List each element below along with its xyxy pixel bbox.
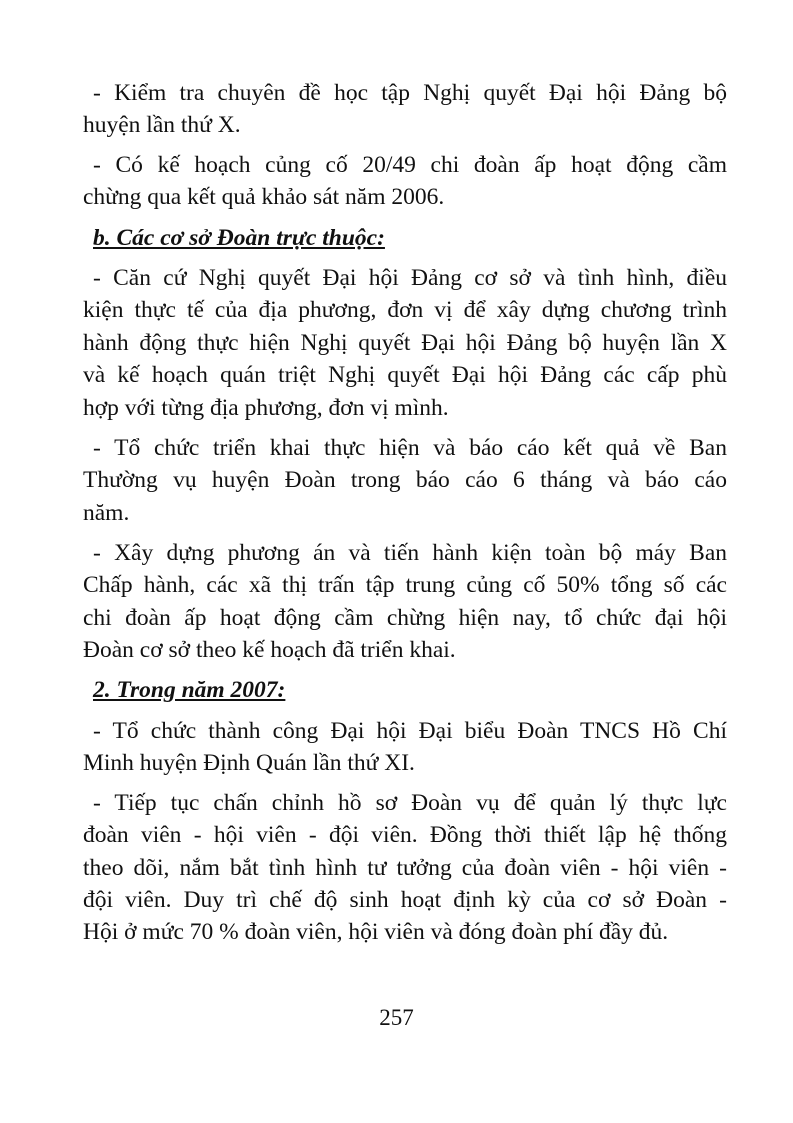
paragraph-line: - Tổ chức triển khai thực hiện và báo cáo kết quả về Ban: [93, 435, 727, 461]
paragraph-line: - Tiếp tục chấn chỉnh hồ sơ Đoàn vụ để quản lý thực lực: [93, 790, 727, 816]
paragraph-line: Minh huyện Định Quán lần thứ XI.: [83, 750, 415, 776]
paragraph-line: và kế hoạch quán triệt Nghị quyết Đại hội Đảng các cấp phù: [83, 362, 727, 388]
paragraph-line: đoàn viên - hội viên - đội viên. Đồng thời thiết lập hệ thống: [83, 822, 727, 848]
paragraph-line: hợp với từng địa phương, đơn vị mình.: [83, 395, 449, 421]
paragraph-line: Chấp hành, các xã thị trấn tập trung củng cố 50% tổng số các: [83, 572, 727, 598]
paragraph-line: năm.: [83, 500, 130, 526]
paragraph-line: theo dõi, nắm bắt tình hình tư tưởng của đoàn viên - hội viên -: [83, 855, 727, 881]
paragraph-line: chừng qua kết quả khảo sát năm 2006.: [83, 184, 445, 210]
paragraph-line: Đoàn cơ sở theo kế hoạch đã triển khai.: [83, 637, 456, 663]
paragraph-line: - Có kế hoạch củng cố 20/49 chi đoàn ấp hoạt động cầm: [93, 152, 727, 178]
paragraph-line: - Căn cứ Nghị quyết Đại hội Đảng cơ sở và tình hình, điều: [93, 265, 727, 291]
paragraph-line: chi đoàn ấp hoạt động cầm chừng hiện nay, tổ chức đại hội: [83, 605, 727, 631]
paragraph-line: kiện thực tế của địa phương, đơn vị để xây dựng chương trình: [83, 297, 727, 323]
paragraph-line: đội viên. Duy trì chế độ sinh hoạt định kỳ của cơ sở Đoàn -: [83, 887, 727, 913]
paragraph-line: Thường vụ huyện Đoàn trong báo cáo 6 tháng và báo cáo: [83, 467, 727, 493]
section-heading: 2. Trong năm 2007:: [93, 677, 286, 703]
paragraph-line: - Xây dựng phương án và tiến hành kiện toàn bộ máy Ban: [93, 540, 727, 566]
paragraph-line: - Kiểm tra chuyên đề học tập Nghị quyết Đại hội Đảng bộ: [93, 80, 727, 106]
section-heading: b. Các cơ sở Đoàn trực thuộc:: [93, 225, 385, 251]
paragraph-line: huyện lần thứ X.: [83, 112, 241, 138]
page-number: 257: [379, 1005, 414, 1030]
paragraph-line: hành động thực hiện Nghị quyết Đại hội Đảng bộ huyện lần X: [83, 330, 727, 356]
paragraph-line: - Tổ chức thành công Đại hội Đại biểu Đoàn TNCS Hồ Chí: [93, 718, 727, 744]
paragraph-line: Hội ở mức 70 % đoàn viên, hội viên và đóng đoàn phí đầy đủ.: [83, 919, 669, 945]
